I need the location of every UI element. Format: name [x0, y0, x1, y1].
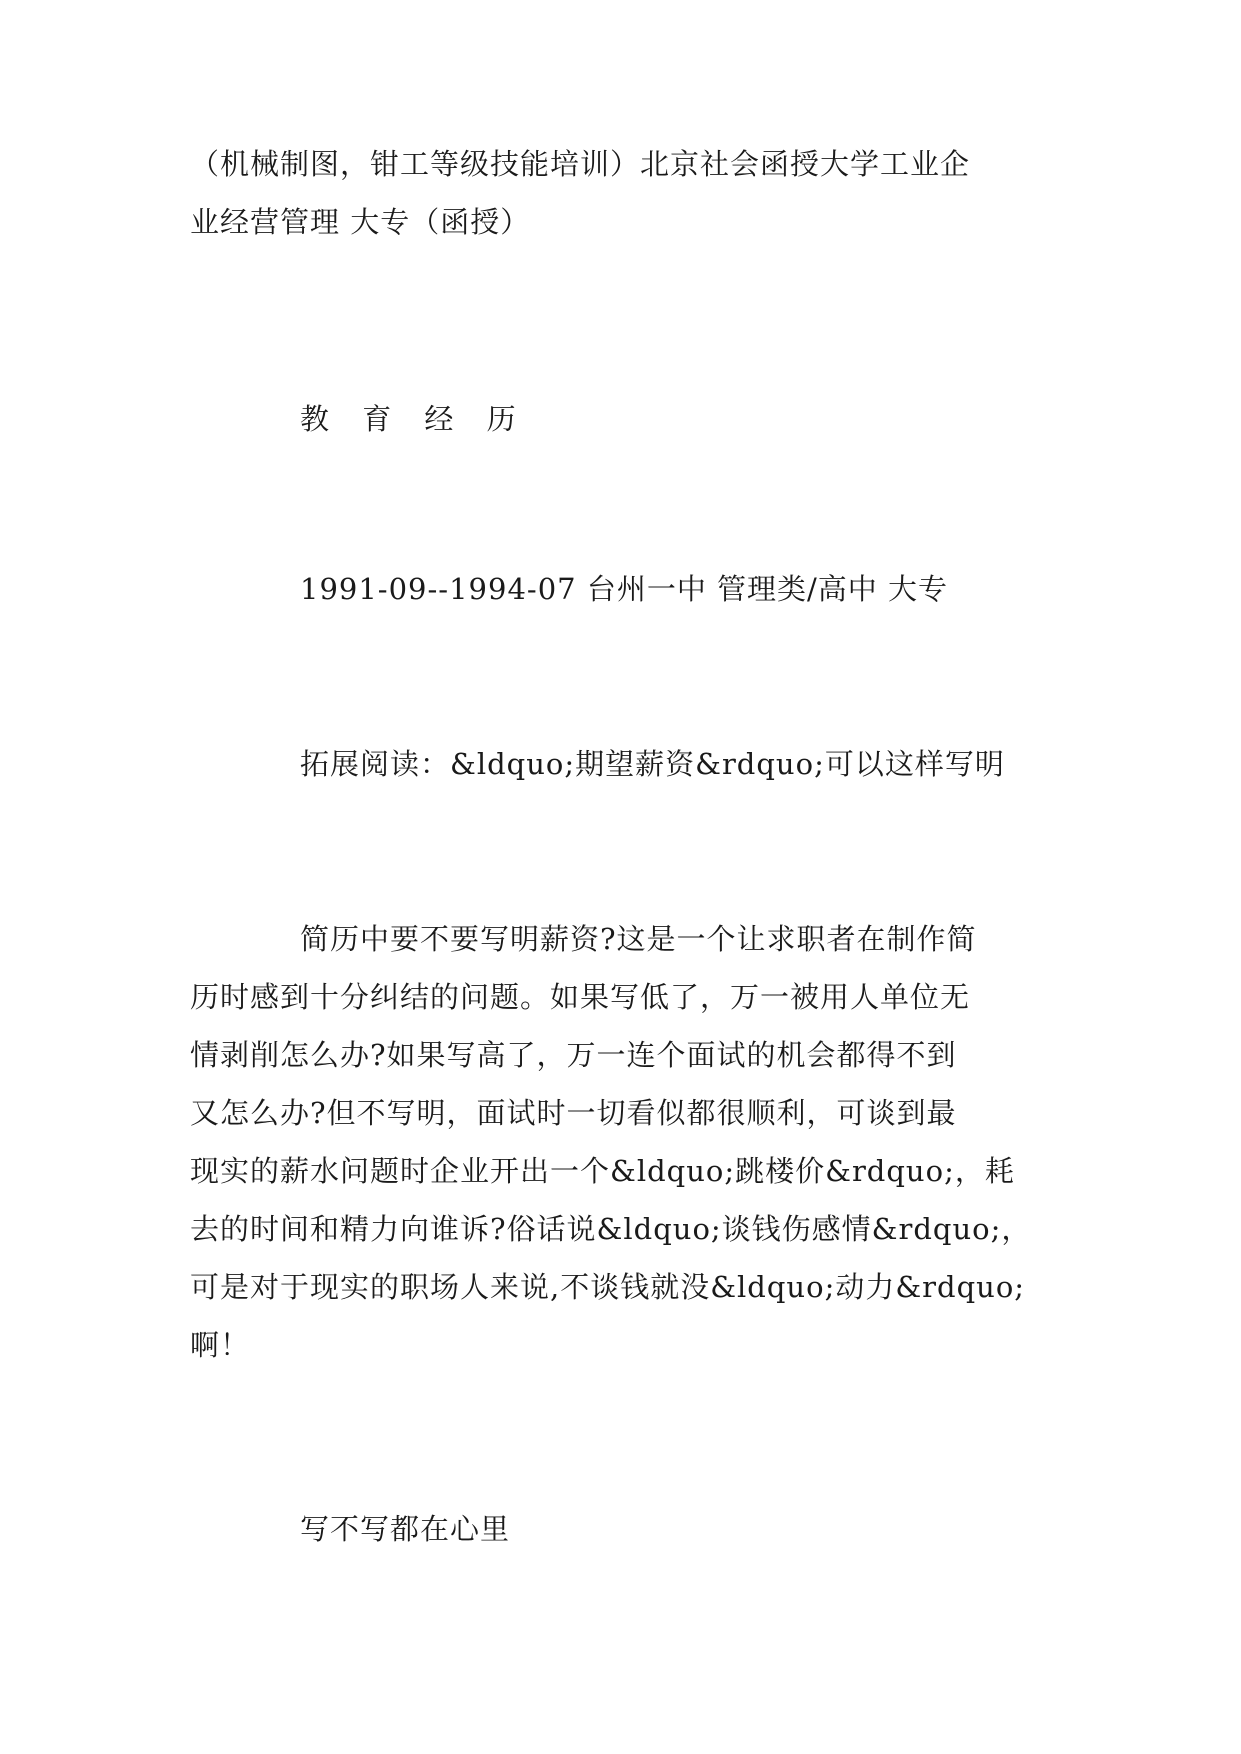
education-entry: 1991-09--1994-07 台州一中 管理类/高中 大专 [300, 572, 949, 606]
extended-reading-title: 拓展阅读：&ldquo;期望薪资&rdquo;可以这样写明 [300, 747, 1005, 781]
education-heading: 教 育 经 历 [300, 402, 528, 436]
paragraph-line: 简历中要不要写明薪资?这是一个让求职者在制作简 [300, 922, 977, 956]
salary-paragraph [190, 910, 1050, 1374]
training-line-2: 业经营管理 大专（函授） [190, 205, 531, 239]
paragraph-line: 可是对于现实的职场人来说,不谈钱就没&ldquo;动力&rdquo; [190, 1270, 1026, 1304]
paragraph-line: 情剥削怎么办?如果写高了，万一连个面试的机会都得不到 [190, 1038, 957, 1072]
paragraph-line: 又怎么办?但不写明，面试时一切看似都很顺利，可谈到最 [190, 1096, 957, 1130]
paragraph-line: 去的时间和精力向谁诉?俗话说&ldquo;谈钱伤感情&rdquo;， [190, 1212, 1032, 1246]
paragraph-line: 啊！ [190, 1328, 251, 1362]
section-heading: 写不写都在心里 [300, 1512, 511, 1546]
training-line-1: （机械制图，钳工等级技能培训）北京社会函授大学工业企 [190, 147, 971, 181]
paragraph-line: 现实的薪水问题时企业开出一个&ldquo;跳楼价&rdquo;，耗 [190, 1154, 1015, 1188]
paragraph-line: 历时感到十分纠结的问题。如果写低了，万一被用人单位无 [190, 980, 971, 1014]
training-text [190, 135, 1050, 251]
